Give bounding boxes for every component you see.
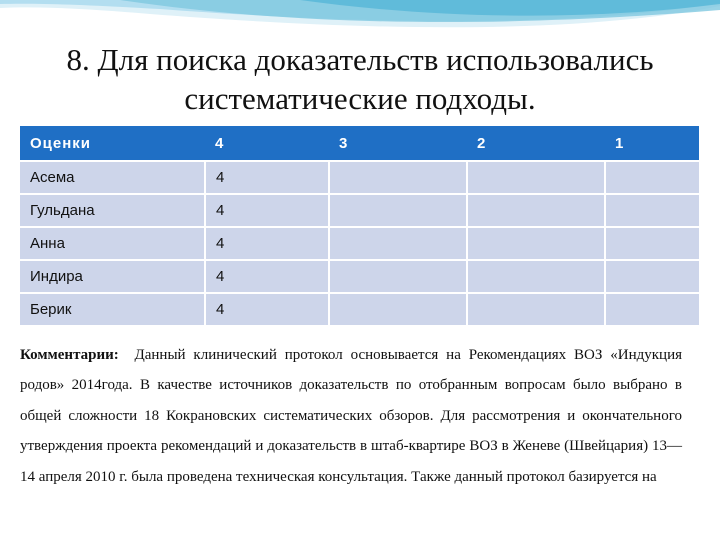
grade-cell (467, 161, 605, 194)
grade-cell (329, 194, 467, 227)
grade-cell: 4 (205, 227, 329, 260)
grade-cell (467, 227, 605, 260)
grade-cell (605, 161, 699, 194)
student-name-cell: Асема (20, 161, 205, 194)
grade-cell: 4 (205, 194, 329, 227)
table-header-row (20, 126, 699, 161)
grade-cell: 4 (205, 260, 329, 293)
table-row (20, 227, 699, 260)
grade-cell (467, 260, 605, 293)
student-name-cell: Индира (20, 260, 205, 293)
grade-cell: 4 (205, 293, 329, 325)
column-header: 3 (329, 126, 467, 161)
page-title: 8. Для поиска доказательств использовались систематические подходы. (66, 42, 654, 116)
table-row (20, 194, 699, 227)
grade-cell (605, 260, 699, 293)
grade-cell (605, 227, 699, 260)
column-header: Оценки (20, 126, 205, 161)
comment-label: Комментарии: (20, 347, 119, 363)
grade-cell (329, 260, 467, 293)
grade-cell (605, 293, 699, 325)
column-header: 2 (467, 126, 605, 161)
comment-block (20, 340, 682, 492)
grade-cell (467, 293, 605, 325)
grade-cell: 4 (205, 161, 329, 194)
table-row (20, 293, 699, 325)
student-name-cell: Берик (20, 293, 205, 325)
student-name-cell: Анна (20, 227, 205, 260)
grades-table (20, 126, 699, 325)
table-row (20, 161, 699, 194)
grade-cell (329, 161, 467, 194)
comment-text: Данный клинический протокол основывается на Рекомендациях ВОЗ «Индукция родов» 2014года. В качестве источников доказательств по отобранным вопросам было выбрано в общей сложности 18 Кокрановских систематических обзоров. Для рассмотрения и окончательного утверждения проекта рекомендаций и доказательств в штаб-квартире ВОЗ в Женеве (Швейцария) 13—14 апреля 2010 г. была проведена техническая консультация. Также данный протокол базируется на (20, 347, 682, 485)
grade-cell (605, 194, 699, 227)
grade-cell (329, 227, 467, 260)
table-row (20, 260, 699, 293)
grade-cell (329, 293, 467, 325)
column-header: 1 (605, 126, 699, 161)
student-name-cell: Гульдана (20, 194, 205, 227)
grade-cell (467, 194, 605, 227)
column-header: 4 (205, 126, 329, 161)
